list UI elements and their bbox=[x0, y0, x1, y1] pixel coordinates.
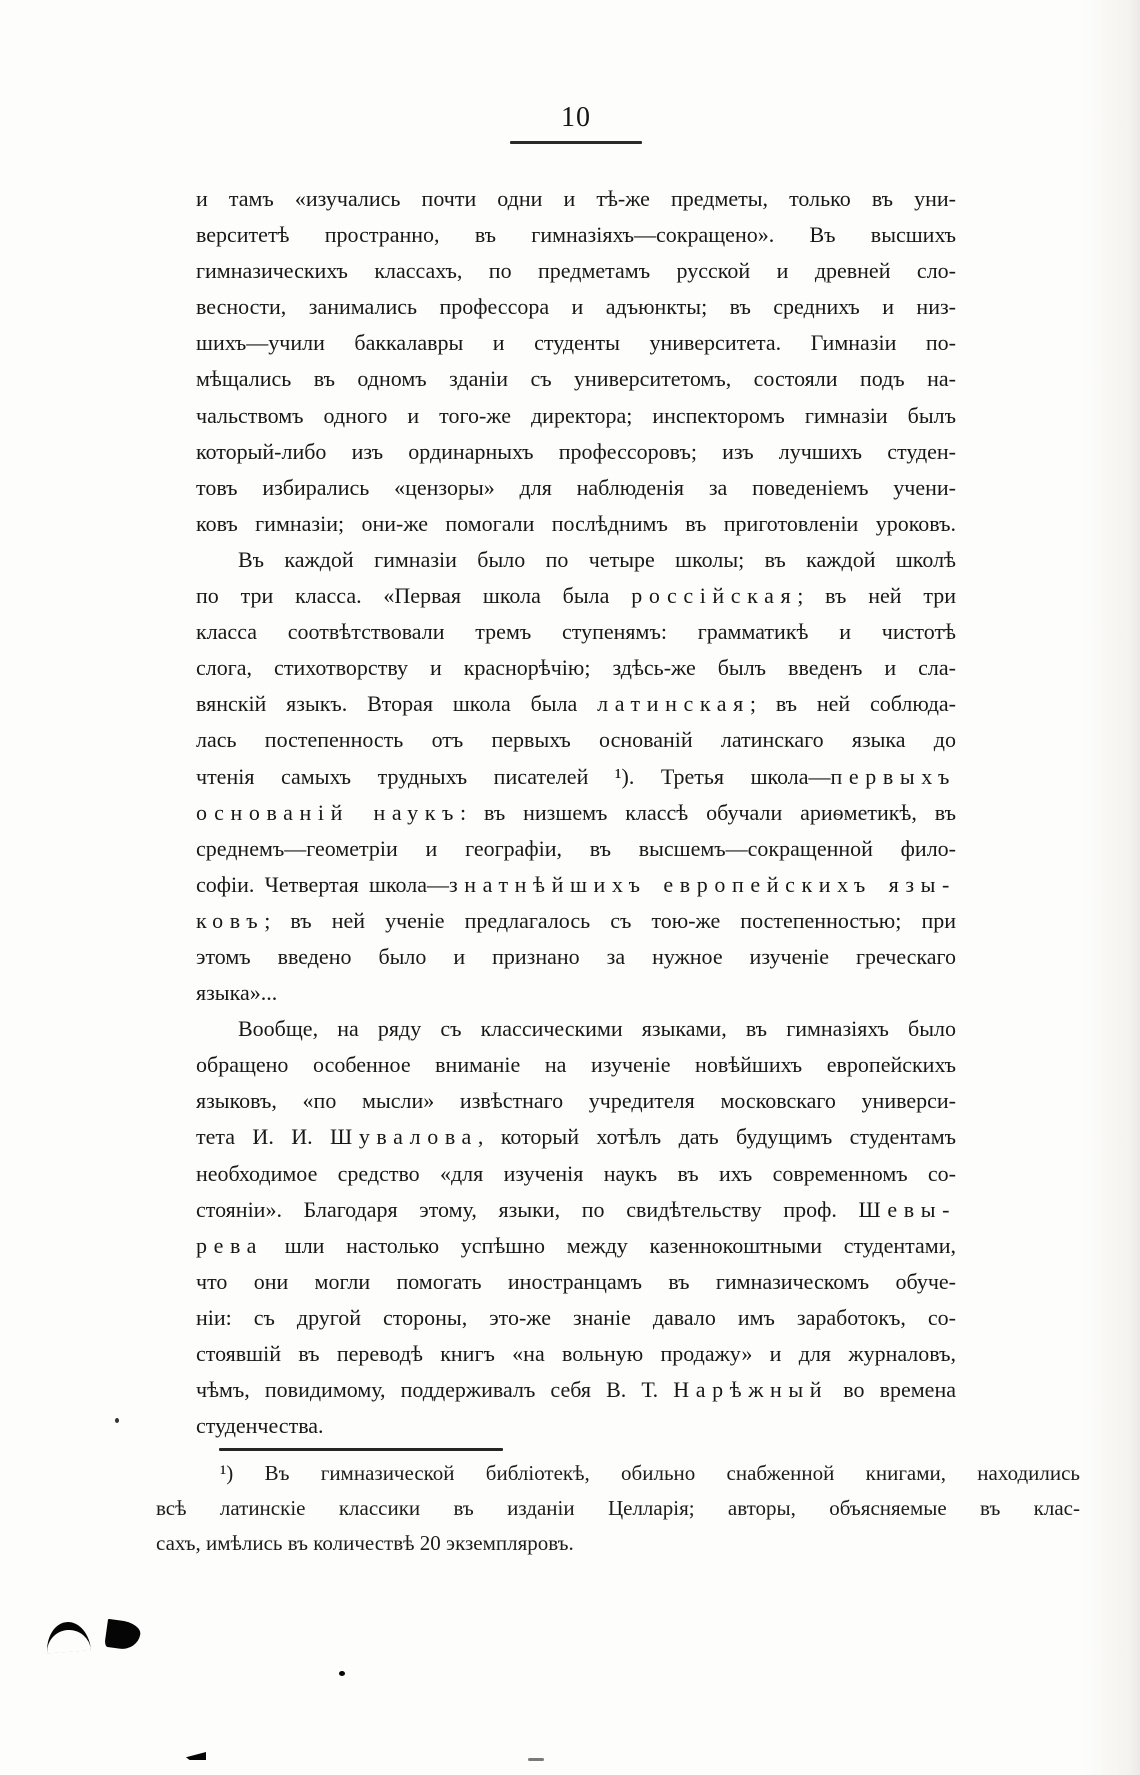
text-line: мѣщались въ одномъ зданіи съ университетомъ, состояли подъ на- bbox=[196, 366, 956, 392]
emphasized-text: Нарѣжный bbox=[673, 1377, 829, 1403]
text-line: и тамъ «изучались почти одни и тѣ-же предметы, только въ уни- bbox=[196, 186, 956, 211]
emphasized-text: основаній наукъ bbox=[196, 799, 460, 825]
text-line bbox=[196, 686, 956, 722]
text-segment: ; въ ней соблюда- bbox=[749, 691, 956, 717]
text-line: ¹) Въ гимназической библіотекѣ, обильно снабженной книгами, находились bbox=[220, 1461, 1080, 1485]
text-line: языка»... bbox=[196, 980, 278, 1006]
text-segment: стояніи». Благодаря этому, языки, по свидѣтельству проф. bbox=[196, 1196, 859, 1222]
emphasized-text: Шевы- bbox=[858, 1196, 956, 1222]
text-line: ковъ гимназіи; они-же помогали послѣднимъ въ приготовленіи уроковъ. bbox=[196, 510, 956, 536]
emphasized-text: Шувалова bbox=[330, 1124, 478, 1150]
text-line: гимназическихъ классахъ, по предметамъ русской и древней сло- bbox=[196, 258, 956, 284]
ink-smudge bbox=[528, 1758, 544, 1761]
text-line: класса соотвѣтствовали тремъ ступенямъ: грамматикѣ и чистотѣ bbox=[196, 619, 956, 645]
paragraph bbox=[196, 1011, 956, 1444]
page-number-rule bbox=[510, 141, 642, 144]
text-line bbox=[196, 1119, 956, 1155]
text-line: весности, занимались профессора и адъюнкты; въ среднихъ и низ- bbox=[196, 294, 956, 320]
page-number: 10 bbox=[561, 102, 591, 133]
text-segment: софіи. Четвертая школа— bbox=[196, 871, 449, 897]
text-line: сахъ, имѣлись въ количествѣ 20 экземпляровъ. bbox=[156, 1531, 574, 1555]
ink-smudge bbox=[104, 1619, 142, 1651]
text-line: что они могли помогать иностранцамъ въ гимназическомъ обуче- bbox=[196, 1268, 956, 1294]
text-line bbox=[196, 795, 956, 831]
text-segment: : въ низшемъ классѣ обучали ариѳметикѣ, въ bbox=[460, 799, 956, 825]
text-line bbox=[196, 578, 956, 614]
emphasized-text: латинская bbox=[597, 691, 750, 717]
text-line: всѣ латинскіе классики въ изданіи Целларія; авторы, объясняемые въ клас- bbox=[156, 1496, 1080, 1520]
text-line: необходимое средство «для изученія наукъ въ ихъ современномъ со- bbox=[196, 1160, 956, 1186]
text-segment: тета И. И. bbox=[196, 1124, 331, 1150]
text-segment: ; въ ней три bbox=[797, 583, 956, 609]
ink-smudge bbox=[186, 1752, 206, 1760]
text-line bbox=[196, 867, 956, 903]
ink-smudge bbox=[115, 1418, 119, 1423]
ink-smudge bbox=[339, 1671, 345, 1676]
text-line bbox=[196, 1192, 956, 1228]
text-line: который-либо изъ ординарныхъ профессоровъ; изъ лучшихъ студен- bbox=[196, 438, 956, 464]
text-segment: чѣмъ, повидимому, поддерживалъ себя В. Т. bbox=[196, 1377, 674, 1403]
text-line bbox=[196, 1228, 956, 1264]
emphasized-text: россійская bbox=[631, 583, 798, 609]
text-line: среднемъ—геометріи и географіи, въ высшемъ—сокращенной фило- bbox=[196, 835, 956, 861]
emphasized-text: знатнѣйшихъ европейскихъ язы- bbox=[448, 871, 956, 897]
text-line: обращено особенное вниманіе на изученіе новѣйшихъ европейскихъ bbox=[196, 1052, 956, 1078]
footnote-separator bbox=[219, 1448, 503, 1451]
text-line: стоявшій въ переводѣ книгъ «на вольную продажу» и для журналовъ, bbox=[196, 1341, 956, 1366]
text-segment: ; въ ней ученіе предлагалось съ тою-же постепенностью; при bbox=[264, 907, 956, 933]
text-segment: во времена bbox=[828, 1377, 956, 1403]
text-segment: вянскій языкъ. Вторая школа была bbox=[196, 691, 598, 717]
text-line: языковъ, «по мысли» извѣстнаго учредителя московскаго универси- bbox=[196, 1088, 956, 1114]
text-line: этомъ введено было и признано за нужное изученіе греческаго bbox=[196, 943, 956, 969]
text-line: шихъ—учили баккалавры и студенты университета. Гимназіи по- bbox=[196, 330, 956, 356]
text-line bbox=[196, 903, 956, 939]
emphasized-text: первыхъ bbox=[830, 763, 956, 789]
text-line bbox=[196, 759, 956, 795]
text-line bbox=[196, 1372, 956, 1408]
emphasized-text: ковъ bbox=[196, 907, 265, 933]
text-segment: по три класса. «Первая школа была bbox=[196, 583, 632, 609]
page-header bbox=[196, 102, 956, 144]
text-line: товъ избирались «цензоры» для наблюденія за поведеніемъ учени- bbox=[196, 474, 956, 500]
text-line: Въ каждой гимназіи было по четыре школы; въ каждой школѣ bbox=[238, 546, 956, 572]
text-line: верситетѣ пространно, въ гимназіяхъ—сокращено». Въ высшихъ bbox=[196, 222, 956, 248]
emphasized-text: рева bbox=[196, 1232, 264, 1258]
footnote bbox=[156, 1456, 1080, 1561]
paragraph bbox=[196, 542, 956, 1011]
ink-smudge bbox=[45, 1621, 91, 1654]
text-line: лась постепенность отъ первыхъ основаній латинскаго языка до bbox=[196, 727, 956, 753]
paragraph bbox=[196, 181, 956, 542]
text-segment: шли настолько успѣшно между казеннокоштными студентами, bbox=[263, 1232, 956, 1258]
text-line: чальствомъ одного и того-же директора; инспекторомъ гимназіи былъ bbox=[196, 402, 956, 428]
text-segment: , который хотѣлъ дать будущимъ студентамъ bbox=[477, 1124, 956, 1150]
text-segment: чтенія самыхъ трудныхъ писателей ¹). Третья школа— bbox=[196, 763, 831, 789]
text-line: Вообще, на ряду съ классическими языками, въ гимназіяхъ было bbox=[238, 1016, 956, 1042]
body-text bbox=[196, 181, 956, 1444]
text-line: студенчества. bbox=[196, 1413, 324, 1439]
text-line: слога, стихотворству и краснорѣчію; здѣсь-же былъ введенъ и сла- bbox=[196, 655, 956, 681]
text-line: ніи: съ другой стороны, это-же знаніе давало имъ заработокъ, со- bbox=[196, 1304, 956, 1330]
